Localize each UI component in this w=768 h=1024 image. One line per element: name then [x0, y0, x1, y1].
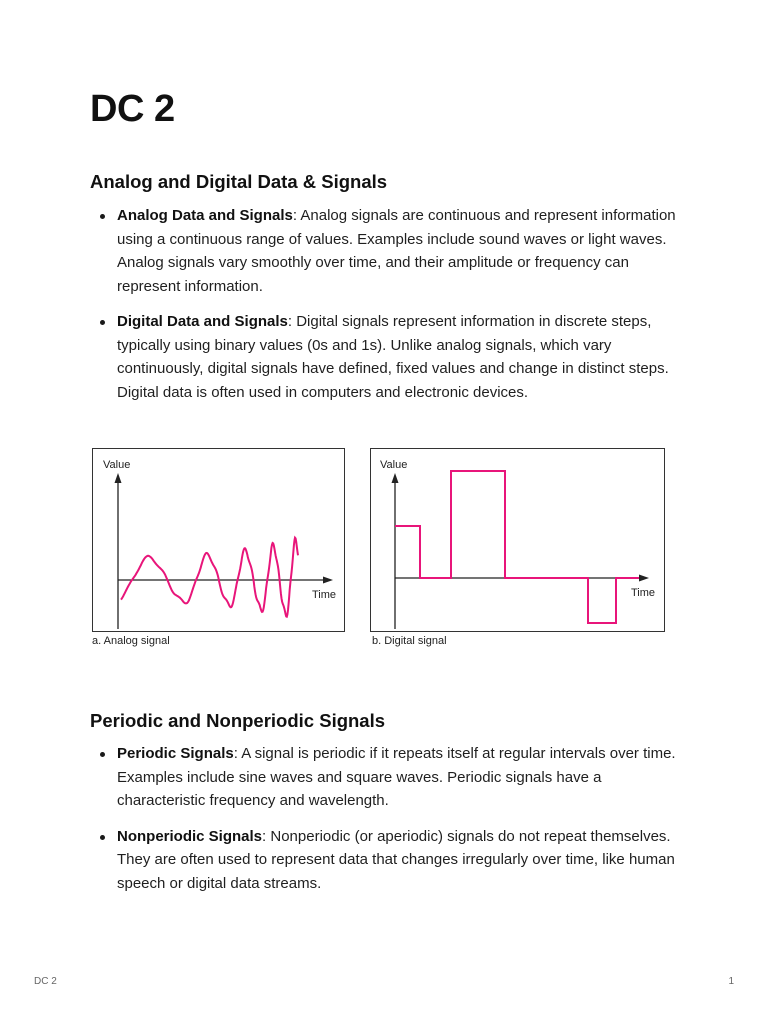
- list-item: Nonperiodic Signals: Nonperiodic (or aperiodic) signals do not repeat themselves. They are often used to represent data that changes irregularly over time, like human speech or digital data streams.: [90, 825, 690, 896]
- list-item: Analog Data and Signals: Analog signals are continuous and represent information using a continuous range of values. Examples include sound waves or light waves. Analog signals vary smoothly over time, and their amplitude or frequency can represent information.: [90, 204, 690, 298]
- periodic-list: [90, 742, 690, 907]
- bullet-term: Periodic Signals: [117, 745, 234, 762]
- section-heading-analog-digital: Analog and Digital Data & Signals: [90, 171, 388, 192]
- x-axis-arrow: [639, 575, 649, 582]
- footer-page-number: 1: [728, 976, 734, 987]
- y-axis-arrow: [115, 473, 122, 483]
- value-axis-label: Value: [103, 459, 131, 471]
- page-title: DC 2: [90, 88, 175, 130]
- footer-document-name: DC 2: [34, 976, 57, 987]
- analog-digital-list: [90, 204, 690, 416]
- analog-signal-figure: [92, 448, 345, 632]
- section-heading-periodic: Periodic and Nonperiodic Signals: [90, 710, 386, 731]
- bullet-term: Nonperiodic Signals: [117, 827, 263, 845]
- bullet-text: Nonperiodic (or aperiodic) signals do not repeat themselves. They are often used to represent data that changes irregularly over time, like human speech or digital data streams.: [117, 827, 675, 892]
- y-axis-arrow: [392, 473, 399, 483]
- bullet-text: A signal is periodic if it repeats itself at regular intervals over time. Examples include sine waves and square waves. Periodic signals have a characteristic frequency and wavelength.: [117, 745, 676, 809]
- analog-figure-caption: a. Analog signal: [92, 635, 170, 647]
- bullet-text: Analog signals are continuous and represent information using a continuous range of values. Examples include sound waves or light waves. Analog signals vary smoothly over time, and their amplitude or frequency can represent information.: [117, 207, 676, 295]
- bullet-text: Digital signals represent information in discrete steps, typically using binary values (0s and 1s). Unlike analog signals, which vary continuously, digital signals have defined, fixed values and change in distinct steps. Digital data is often used in computers and electronic devices.: [117, 313, 669, 401]
- digital-signal-figure: [370, 448, 665, 632]
- bullet-term: Digital Data and Signals: [117, 313, 288, 330]
- time-axis-label: Time: [312, 589, 337, 601]
- digital-figure-caption: b. Digital signal: [372, 635, 447, 647]
- analog-signal-wave: [121, 538, 298, 617]
- value-axis-label: Value: [380, 459, 408, 471]
- digital-signal-wave: [395, 471, 639, 623]
- list-item: Periodic Signals: A signal is periodic if it repeats itself at regular intervals over time. Examples include sine waves and square waves. Periodic signals have a characteristic frequency and wavelength.: [90, 742, 690, 813]
- time-axis-label: Time: [631, 587, 656, 599]
- bullet-term: Analog Data and Signals: [117, 207, 293, 224]
- list-item: Digital Data and Signals: Digital signals represent information in discrete steps, typically using binary values (0s and 1s). Unlike analog signals, which vary continuously, digital signals have defined, fixed values and change in distinct steps. Digital data is often used in computers and electronic devices.: [90, 310, 690, 404]
- x-axis-arrow: [323, 577, 333, 584]
